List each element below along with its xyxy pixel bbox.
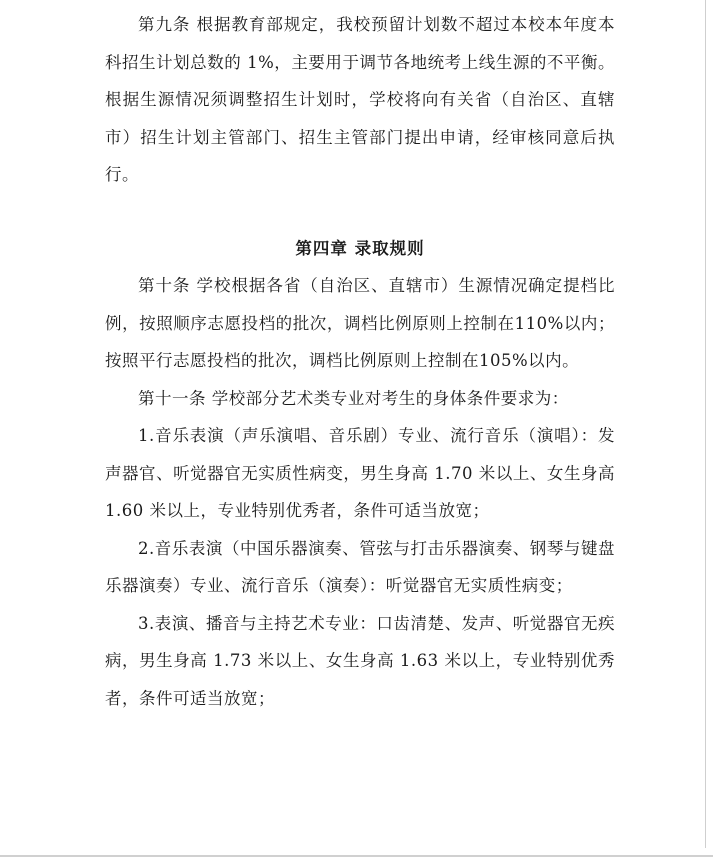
chapter-4-heading: 第四章 录取规则 (295, 238, 425, 258)
article-11-item-3: 3.表演、播音与主持艺术专业：口齿清楚、发声、听觉器官无疾病，男生身高 1.73 米以上、女生身高 1.63 米以上，专业特别优秀者，条件可适当放宽； (105, 613, 615, 708)
page-separator (0, 855, 713, 857)
article-11-paragraph: 第十一条 学校部分艺术类专业对考生的身体条件要求为： (138, 388, 569, 408)
document-body (105, 6, 615, 717)
article-10-paragraph: 第十条 学校根据各省（自治区、直辖市）生源情况确定提档比例，按照顺序志愿投档的批次，调档比例原则上控制在110%以内；按照平行志愿投档的批次，调档比例原则上控制在105%以内。 (105, 276, 615, 370)
article-11-item-2: 2.音乐表演（中国乐器演奏、管弦与打击乐器演奏、钢琴与键盘乐器演奏）专业、流行音乐（演奏）：听觉器官无实质性病变； (105, 538, 615, 595)
article-9-paragraph: 第九条 根据教育部规定，我校预留计划数不超过本校本年度本科招生计划总数的 1%，主要用于调节各地统考上线生源的不平衡。根据生源情况须调整招生计划时，学校将向有关省（自治区、直辖市）招生计划主管部门、招生主管部门提出申请，经审核同意后执行。 (105, 15, 615, 184)
page-edge-right (705, 0, 706, 848)
section-spacer (105, 194, 615, 230)
article-11-item-1: 1.音乐表演（声乐演唱、音乐剧）专业、流行音乐（演唱）：发声器官、听觉器官无实质性病变，男生身高 1.70 米以上、女生身高 1.60 米以上，专业特别优秀者，条件可适当放宽； (105, 426, 615, 520)
